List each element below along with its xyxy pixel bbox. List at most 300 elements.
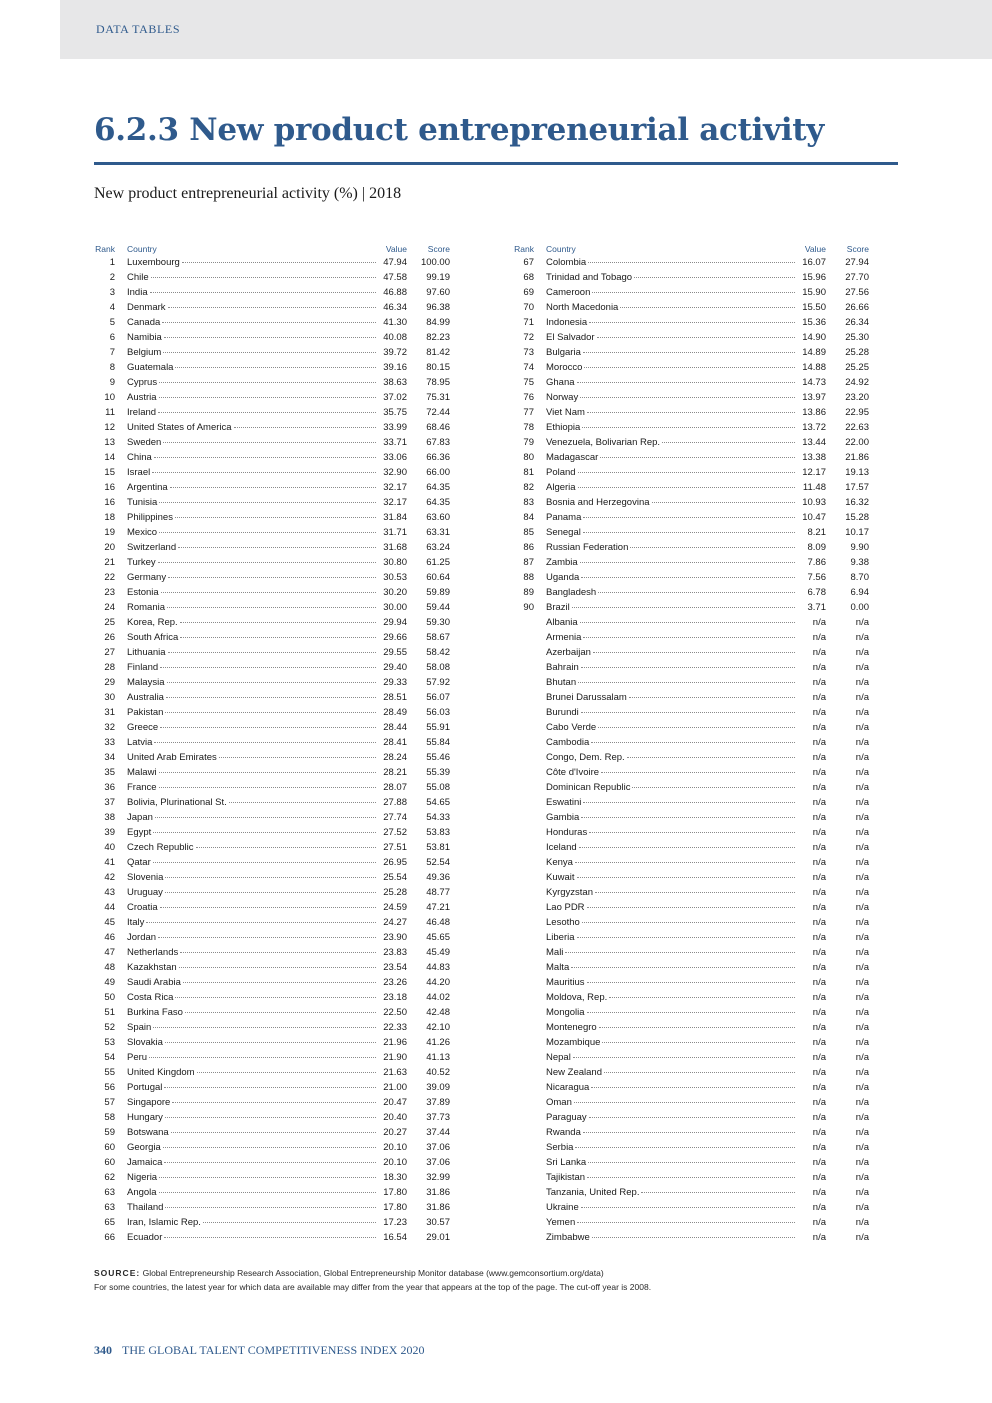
rank-cell: 29 — [104, 677, 115, 688]
score-cell: 44.02 — [426, 992, 450, 1003]
table-row — [94, 390, 450, 405]
rank-cell: 60 — [104, 1142, 115, 1153]
score-cell: 99.19 — [426, 272, 450, 283]
score-cell: 42.48 — [426, 1007, 450, 1018]
table-row — [513, 750, 869, 765]
table-row — [94, 750, 450, 765]
rank-cell: 62 — [104, 1172, 115, 1183]
table-row — [94, 1005, 450, 1020]
score-cell: n/a — [855, 1232, 869, 1243]
score-cell: 31.86 — [426, 1187, 450, 1198]
section-label: DATA TABLES — [96, 22, 181, 36]
dot-leader — [179, 967, 376, 968]
score-cell: n/a — [855, 827, 869, 838]
table-row — [94, 855, 450, 870]
value-cell: 23.83 — [383, 947, 407, 958]
value-cell: 29.33 — [383, 677, 407, 688]
country-cell: Cameroon — [546, 287, 591, 298]
rank-cell: 1 — [109, 257, 115, 268]
table-row — [513, 390, 869, 405]
rank-cell: 42 — [104, 872, 115, 883]
country-cell: Romania — [127, 602, 166, 613]
rank-cell: 30 — [104, 692, 115, 703]
dot-leader — [197, 1072, 376, 1073]
rank-cell: 80 — [523, 452, 534, 463]
value-cell: 18.30 — [383, 1172, 407, 1183]
dot-leader — [165, 877, 376, 878]
table-row — [513, 495, 869, 510]
table-row — [94, 1170, 450, 1185]
rank-cell: 51 — [104, 1007, 115, 1018]
country-cell: Estonia — [127, 587, 159, 598]
score-cell: 59.44 — [426, 602, 450, 613]
country-cell: Italy — [127, 917, 145, 928]
country-cell: Saudi Arabia — [127, 977, 181, 988]
dot-leader — [587, 412, 795, 413]
dot-leader — [159, 1192, 376, 1193]
value-cell: 24.27 — [383, 917, 407, 928]
score-cell: n/a — [855, 632, 869, 643]
value-cell: 23.18 — [383, 992, 407, 1003]
table-row — [94, 405, 450, 420]
table-row — [513, 1035, 869, 1050]
value-cell: 35.75 — [383, 407, 407, 418]
rank-cell: 14 — [104, 452, 115, 463]
rank-cell: 81 — [523, 467, 534, 478]
table-row — [94, 270, 450, 285]
table-row — [513, 465, 869, 480]
table-row — [513, 375, 869, 390]
score-cell: 47.21 — [426, 902, 450, 913]
table-row — [94, 1065, 450, 1080]
country-cell: Honduras — [546, 827, 588, 838]
table-row — [94, 1050, 450, 1065]
country-cell: Poland — [546, 467, 576, 478]
table-row — [513, 615, 869, 630]
value-cell: 16.07 — [802, 257, 826, 268]
dot-leader — [160, 907, 376, 908]
country-cell: Bosnia and Herzegovina — [546, 497, 650, 508]
rank-cell: 79 — [523, 437, 534, 448]
table-row — [513, 810, 869, 825]
table-row — [513, 915, 869, 930]
score-cell: 37.06 — [426, 1157, 450, 1168]
table-row — [513, 1095, 869, 1110]
table-row — [94, 1200, 450, 1215]
dot-leader — [162, 322, 376, 323]
country-cell: Indonesia — [546, 317, 588, 328]
rank-cell: 90 — [523, 602, 534, 613]
country-cell: Pakistan — [127, 707, 164, 718]
value-cell: 17.80 — [383, 1187, 407, 1198]
score-cell: n/a — [855, 752, 869, 763]
table-row — [94, 1110, 450, 1125]
score-cell: 58.67 — [426, 632, 450, 643]
rank-cell: 45 — [104, 917, 115, 928]
dot-leader — [158, 562, 376, 563]
dot-leader — [583, 637, 795, 638]
country-cell: Ireland — [127, 407, 157, 418]
value-cell: 33.71 — [383, 437, 407, 448]
table-row — [94, 255, 450, 270]
dot-leader — [165, 892, 376, 893]
value-cell: n/a — [812, 767, 826, 778]
table-row — [513, 360, 869, 375]
value-cell: 15.90 — [802, 287, 826, 298]
value-cell: n/a — [812, 1127, 826, 1138]
table-row — [513, 600, 869, 615]
country-cell: Zimbabwe — [546, 1232, 590, 1243]
score-cell: n/a — [855, 677, 869, 688]
table-row — [94, 645, 450, 660]
publication-title: THE GLOBAL TALENT COMPETITIVENESS INDEX 2020 — [122, 1343, 425, 1357]
value-cell: 38.63 — [383, 377, 407, 388]
dot-leader — [602, 1042, 795, 1043]
score-cell: 22.63 — [845, 422, 869, 433]
country-cell: North Macedonia — [546, 302, 619, 313]
value-cell: 40.08 — [383, 332, 407, 343]
country-cell: Greece — [127, 722, 159, 733]
dot-leader — [581, 817, 795, 818]
table-row — [94, 435, 450, 450]
value-cell: 14.90 — [802, 332, 826, 343]
value-cell: 32.17 — [383, 482, 407, 493]
dot-leader — [159, 1177, 376, 1178]
score-cell: n/a — [855, 902, 869, 913]
value-cell: 31.68 — [383, 542, 407, 553]
rank-cell: 84 — [523, 512, 534, 523]
rank-cell: 26 — [104, 632, 115, 643]
score-cell: 41.26 — [426, 1037, 450, 1048]
rank-cell: 56 — [104, 1082, 115, 1093]
value-cell: 13.72 — [802, 422, 826, 433]
score-cell: n/a — [855, 1127, 869, 1138]
dot-leader — [168, 577, 376, 578]
value-cell: 8.09 — [807, 542, 826, 553]
country-cell: New Zealand — [546, 1067, 602, 1078]
country-cell: Philippines — [127, 512, 173, 523]
country-cell: Russian Federation — [546, 542, 629, 553]
value-cell: n/a — [812, 947, 826, 958]
rank-cell: 85 — [523, 527, 534, 538]
dot-leader — [175, 367, 376, 368]
table-row — [94, 735, 450, 750]
dot-leader — [234, 427, 376, 428]
rank-cell: 33 — [104, 737, 115, 748]
country-cell: Lesotho — [546, 917, 580, 928]
score-cell: 40.52 — [426, 1067, 450, 1078]
table-row — [94, 765, 450, 780]
country-cell: Switzerland — [127, 542, 177, 553]
dot-leader — [571, 967, 795, 968]
table-row — [513, 285, 869, 300]
dot-leader — [172, 1102, 376, 1103]
value-cell: n/a — [812, 1052, 826, 1063]
dot-leader — [597, 337, 795, 338]
score-cell: n/a — [855, 1007, 869, 1018]
dot-leader — [203, 1222, 376, 1223]
score-cell: 24.92 — [845, 377, 869, 388]
value-cell: 20.27 — [383, 1127, 407, 1138]
table-row — [94, 540, 450, 555]
rank-cell: 16 — [104, 482, 115, 493]
rank-cell: 24 — [104, 602, 115, 613]
value-cell: n/a — [812, 812, 826, 823]
rank-cell: 6 — [109, 332, 115, 343]
country-cell: United Arab Emirates — [127, 752, 217, 763]
dot-leader — [589, 832, 795, 833]
score-cell: 55.39 — [426, 767, 450, 778]
value-cell: n/a — [812, 1082, 826, 1093]
value-cell: n/a — [812, 662, 826, 673]
dot-leader — [219, 757, 376, 758]
dot-leader — [634, 277, 795, 278]
table-row — [513, 705, 869, 720]
value-cell: 15.36 — [802, 317, 826, 328]
country-cell: Kuwait — [546, 872, 575, 883]
value-cell: n/a — [812, 1112, 826, 1123]
value-cell: n/a — [812, 1067, 826, 1078]
dot-leader — [575, 1147, 795, 1148]
country-cell: Netherlands — [127, 947, 179, 958]
country-cell: Bhutan — [546, 677, 577, 688]
score-cell: 45.49 — [426, 947, 450, 958]
rank-cell: 44 — [104, 902, 115, 913]
value-cell: 30.00 — [383, 602, 407, 613]
score-cell: 56.03 — [426, 707, 450, 718]
score-cell: 49.36 — [426, 872, 450, 883]
country-cell: Paraguay — [546, 1112, 587, 1123]
dot-leader — [152, 472, 376, 473]
dot-leader — [583, 352, 795, 353]
dot-leader — [592, 292, 795, 293]
country-cell: Burkina Faso — [127, 1007, 183, 1018]
value-cell: n/a — [812, 1157, 826, 1168]
dot-leader — [591, 742, 795, 743]
value-cell: 12.17 — [802, 467, 826, 478]
table-row — [513, 780, 869, 795]
country-cell: Cambodia — [546, 737, 590, 748]
value-cell: n/a — [812, 1217, 826, 1228]
dot-leader — [164, 337, 376, 338]
rank-cell: 7 — [109, 347, 115, 358]
score-cell: 64.35 — [426, 497, 450, 508]
dot-leader — [588, 262, 795, 263]
country-cell: Panama — [546, 512, 582, 523]
score-cell: 25.30 — [845, 332, 869, 343]
dot-leader — [163, 352, 376, 353]
value-cell: 28.07 — [383, 782, 407, 793]
value-cell: 16.54 — [383, 1232, 407, 1243]
country-cell: Mali — [546, 947, 564, 958]
value-cell: 13.38 — [802, 452, 826, 463]
rank-cell: 57 — [104, 1097, 115, 1108]
value-cell: 8.21 — [807, 527, 826, 538]
value-cell: 17.23 — [383, 1217, 407, 1228]
value-cell: 21.90 — [383, 1052, 407, 1063]
rank-cell: 82 — [523, 482, 534, 493]
value-cell: 28.21 — [383, 767, 407, 778]
score-cell: n/a — [855, 1187, 869, 1198]
value-cell: 3.71 — [807, 602, 826, 613]
table-row — [94, 420, 450, 435]
table-row — [513, 555, 869, 570]
score-cell: 55.91 — [426, 722, 450, 733]
table-row — [513, 1110, 869, 1125]
table-row — [94, 870, 450, 885]
country-cell: Burundi — [546, 707, 579, 718]
table-row — [513, 1020, 869, 1035]
value-cell: n/a — [812, 1037, 826, 1048]
value-cell: 26.95 — [383, 857, 407, 868]
country-cell: Tunisia — [127, 497, 158, 508]
value-cell: 23.26 — [383, 977, 407, 988]
country-cell: Finland — [127, 662, 159, 673]
score-cell: 58.08 — [426, 662, 450, 673]
country-cell: Algeria — [546, 482, 576, 493]
dot-leader — [159, 382, 376, 383]
dot-leader — [580, 397, 795, 398]
header-rank: Rank — [95, 243, 115, 254]
dot-leader — [167, 682, 377, 683]
country-cell: Kazakhstan — [127, 962, 177, 973]
country-cell: Israel — [127, 467, 151, 478]
value-cell: n/a — [812, 932, 826, 943]
value-cell: n/a — [812, 707, 826, 718]
country-cell: Hungary — [127, 1112, 163, 1123]
table-row — [513, 1200, 869, 1215]
score-cell: 55.46 — [426, 752, 450, 763]
table-row — [513, 480, 869, 495]
dot-leader — [164, 1162, 376, 1163]
table-row — [94, 900, 450, 915]
rank-cell: 5 — [109, 317, 115, 328]
value-cell: n/a — [812, 752, 826, 763]
table-row — [513, 1080, 869, 1095]
country-cell: Denmark — [127, 302, 166, 313]
table-row — [513, 1140, 869, 1155]
value-cell: 14.88 — [802, 362, 826, 373]
table-row — [513, 585, 869, 600]
dot-leader — [158, 412, 376, 413]
country-cell: Venezuela, Bolivarian Rep. — [546, 437, 661, 448]
country-cell: Belgium — [127, 347, 162, 358]
score-cell: 37.73 — [426, 1112, 450, 1123]
country-cell: Egypt — [127, 827, 152, 838]
dot-leader — [598, 727, 795, 728]
table-row — [94, 345, 450, 360]
value-cell: 23.90 — [383, 932, 407, 943]
rank-cell: 31 — [104, 707, 115, 718]
score-cell: n/a — [855, 917, 869, 928]
score-cell: 21.86 — [845, 452, 869, 463]
country-cell: Mexico — [127, 527, 158, 538]
dot-leader — [578, 487, 795, 488]
rank-cell: 68 — [523, 272, 534, 283]
score-cell: n/a — [855, 1067, 869, 1078]
country-cell: Serbia — [546, 1142, 574, 1153]
country-cell: El Salvador — [546, 332, 595, 343]
source-note: For some countries, the latest year for which data are available may differ from the year that appears at the top of the page. The cut-off year is 2008. — [94, 1282, 652, 1292]
dot-leader — [584, 367, 795, 368]
country-cell: Mozambique — [546, 1037, 601, 1048]
country-cell: Uruguay — [127, 887, 163, 898]
country-cell: Ghana — [546, 377, 575, 388]
value-cell: 39.16 — [383, 362, 407, 373]
rank-cell: 34 — [104, 752, 115, 763]
dot-leader — [583, 517, 795, 518]
rank-cell: 88 — [523, 572, 534, 583]
dot-leader — [153, 832, 376, 833]
country-cell: China — [127, 452, 152, 463]
value-cell: 33.99 — [383, 422, 407, 433]
score-cell: 55.08 — [426, 782, 450, 793]
value-cell: 29.94 — [383, 617, 407, 628]
country-cell: Georgia — [127, 1142, 161, 1153]
value-cell: 14.89 — [802, 347, 826, 358]
country-cell: Moldova, Rep. — [546, 992, 608, 1003]
table-row — [94, 585, 450, 600]
table-row — [94, 555, 450, 570]
rank-cell: 67 — [523, 257, 534, 268]
country-cell: Senegal — [546, 527, 581, 538]
table-header — [94, 242, 450, 255]
score-cell: 23.20 — [845, 392, 869, 403]
value-cell: n/a — [812, 677, 826, 688]
dot-leader — [578, 682, 795, 683]
score-cell: n/a — [855, 1142, 869, 1153]
table-row — [94, 375, 450, 390]
dot-leader — [185, 1012, 376, 1013]
table-row — [513, 1230, 869, 1245]
table-row — [94, 975, 450, 990]
dot-leader — [579, 847, 795, 848]
country-cell: Slovakia — [127, 1037, 163, 1048]
dot-leader — [575, 862, 795, 863]
country-cell: Colombia — [546, 257, 587, 268]
table-right-column — [513, 242, 869, 1245]
country-cell: Malawi — [127, 767, 157, 778]
value-cell: 22.33 — [383, 1022, 407, 1033]
score-cell: 84.99 — [426, 317, 450, 328]
score-cell: 78.95 — [426, 377, 450, 388]
country-cell: Turkey — [127, 557, 156, 568]
value-cell: n/a — [812, 647, 826, 658]
country-cell: Guatemala — [127, 362, 174, 373]
rank-cell: 28 — [104, 662, 115, 673]
table-row — [94, 930, 450, 945]
table-row — [94, 660, 450, 675]
table-title: New product entrepreneurial activity (%) | 2018 — [94, 185, 402, 202]
rank-cell: 19 — [104, 527, 115, 538]
dot-leader — [598, 592, 795, 593]
dot-leader — [593, 652, 795, 653]
rank-cell: 70 — [523, 302, 534, 313]
score-cell: 6.94 — [850, 587, 869, 598]
value-cell: 28.41 — [383, 737, 407, 748]
rank-cell: 60 — [104, 1157, 115, 1168]
dot-leader — [599, 1027, 795, 1028]
country-cell: Portugal — [127, 1082, 163, 1093]
dot-leader — [153, 862, 376, 863]
country-cell: Uganda — [546, 572, 580, 583]
score-cell: 48.77 — [426, 887, 450, 898]
country-cell: Luxembourg — [127, 257, 180, 268]
rank-cell: 66 — [104, 1232, 115, 1243]
score-cell: 0.00 — [850, 602, 869, 613]
table-row — [513, 660, 869, 675]
value-cell: 29.55 — [383, 647, 407, 658]
